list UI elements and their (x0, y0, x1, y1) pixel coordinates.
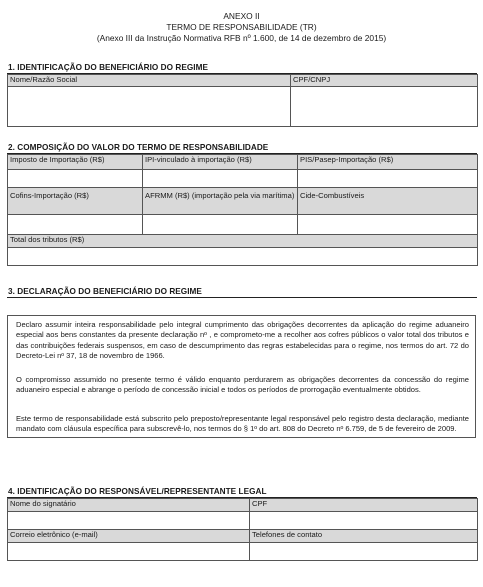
email-field[interactable] (8, 530, 250, 543)
ipi-label: IPI-vinculado à importação (R$) (145, 155, 252, 164)
section-3-rule (7, 297, 477, 298)
total-taxes-field[interactable] (8, 235, 478, 248)
total-taxes-input[interactable] (8, 248, 478, 266)
phone-field[interactable] (250, 530, 478, 543)
section-3-title: 3. DECLARAÇÃO DO BENEFICIÁRIO DO REGIME (8, 287, 202, 296)
ipi-input[interactable] (143, 170, 298, 188)
afrmm-input[interactable] (143, 215, 298, 235)
declaration-paragraph-2: O compromisso assumido no presente termo é válido enquanto perdurarem as obrigações decorrentes da concessão do regime aduaneiro especial e abrange o período de concessão inicial e todos os períodos de prorrogação eventualmente obtidos. (16, 375, 469, 395)
signatory-name-label: Nome do signatário (10, 499, 76, 508)
cofins-field[interactable] (8, 188, 143, 215)
cide-input[interactable] (298, 215, 478, 235)
import-tax-label: Imposto de Importação (R$) (10, 155, 105, 164)
pis-pasep-input[interactable] (298, 170, 478, 188)
email-label: Correio eletrônico (e-mail) (10, 530, 98, 539)
beneficiary-cpf-label: CPF/CNPJ (293, 75, 331, 84)
document-title: TERMO DE RESPONSABILIDADE (TR) (166, 22, 317, 32)
ipi-field[interactable] (143, 155, 298, 170)
pis-pasep-field[interactable] (298, 155, 478, 170)
section-4-title: 4. IDENTIFICAÇÃO DO RESPONSÁVEL/REPRESENTANTE LEGAL (8, 487, 267, 496)
afrmm-field[interactable] (143, 188, 298, 215)
representative-table (7, 498, 478, 561)
email-input[interactable] (8, 543, 250, 561)
beneficiary-name-label: Nome/Razão Social (10, 75, 78, 84)
representative-cpf-input[interactable] (250, 512, 478, 530)
beneficiary-cpf-field[interactable] (291, 75, 478, 87)
declaration-paragraph-1: Declaro assumir inteira responsabilidade pelo integral cumprimento das obrigações decorrentes da aplicação do regime aduaneiro especial aos bens constantes da presente declaração nº , e comprometo-me a recolher aos cofres públicos o valor total dos tributos e das contribuições federais suspensos, em caso de descumprimento das regras estabelecidas para o regime, nos termos do art. 72 do Decreto-Lei nº 37, 18 de novembro de 1966. (16, 320, 469, 361)
cide-field[interactable] (298, 188, 478, 215)
cide-label: Cide-Combustíveis (300, 191, 365, 200)
signatory-name-field[interactable] (8, 499, 250, 512)
phone-label: Telefones de contato (252, 530, 323, 539)
declaration-paragraph-3: Este termo de responsabilidade está subscrito pelo preposto/representante legal responsável pelo registro desta declaração, mediante mandato com cláusula específica para subscrevê-lo, nos termos do § 1º do art. 808 do Decreto nº 6.759, de 5 de fevereiro de 2009. (16, 414, 469, 434)
afrmm-label: AFRMM (R$) (importação pela via marítima) (145, 191, 295, 200)
pis-pasep-label: PIS/Pasep-Importação (R$) (300, 155, 394, 164)
import-tax-input[interactable] (8, 170, 143, 188)
beneficiary-cpf-input[interactable] (291, 87, 478, 127)
total-taxes-label: Total dos tributos (R$) (10, 235, 85, 244)
annex-label: ANEXO II (223, 11, 260, 21)
signatory-name-input[interactable] (8, 512, 250, 530)
beneficiary-name-field[interactable] (8, 75, 291, 87)
phone-input[interactable] (250, 543, 478, 561)
section-2-title: 2. COMPOSIÇÃO DO VALOR DO TERMO DE RESPONSABILIDADE (8, 143, 269, 152)
value-composition-table (7, 154, 478, 266)
beneficiary-table (7, 74, 478, 127)
beneficiary-name-input[interactable] (8, 87, 291, 127)
representative-cpf-field[interactable] (250, 499, 478, 512)
import-tax-field[interactable] (8, 155, 143, 170)
document-subtitle: (Anexo III da Instrução Normativa RFB nº 1.600, de 14 de dezembro de 2015) (96, 33, 387, 43)
cofins-input[interactable] (8, 215, 143, 235)
declaration-box (7, 315, 476, 438)
representative-cpf-label: CPF (252, 499, 268, 508)
section-1-title: 1. IDENTIFICAÇÃO DO BENEFICIÁRIO DO REGIME (8, 63, 208, 72)
cofins-label: Cofins-Importação (R$) (10, 191, 89, 200)
